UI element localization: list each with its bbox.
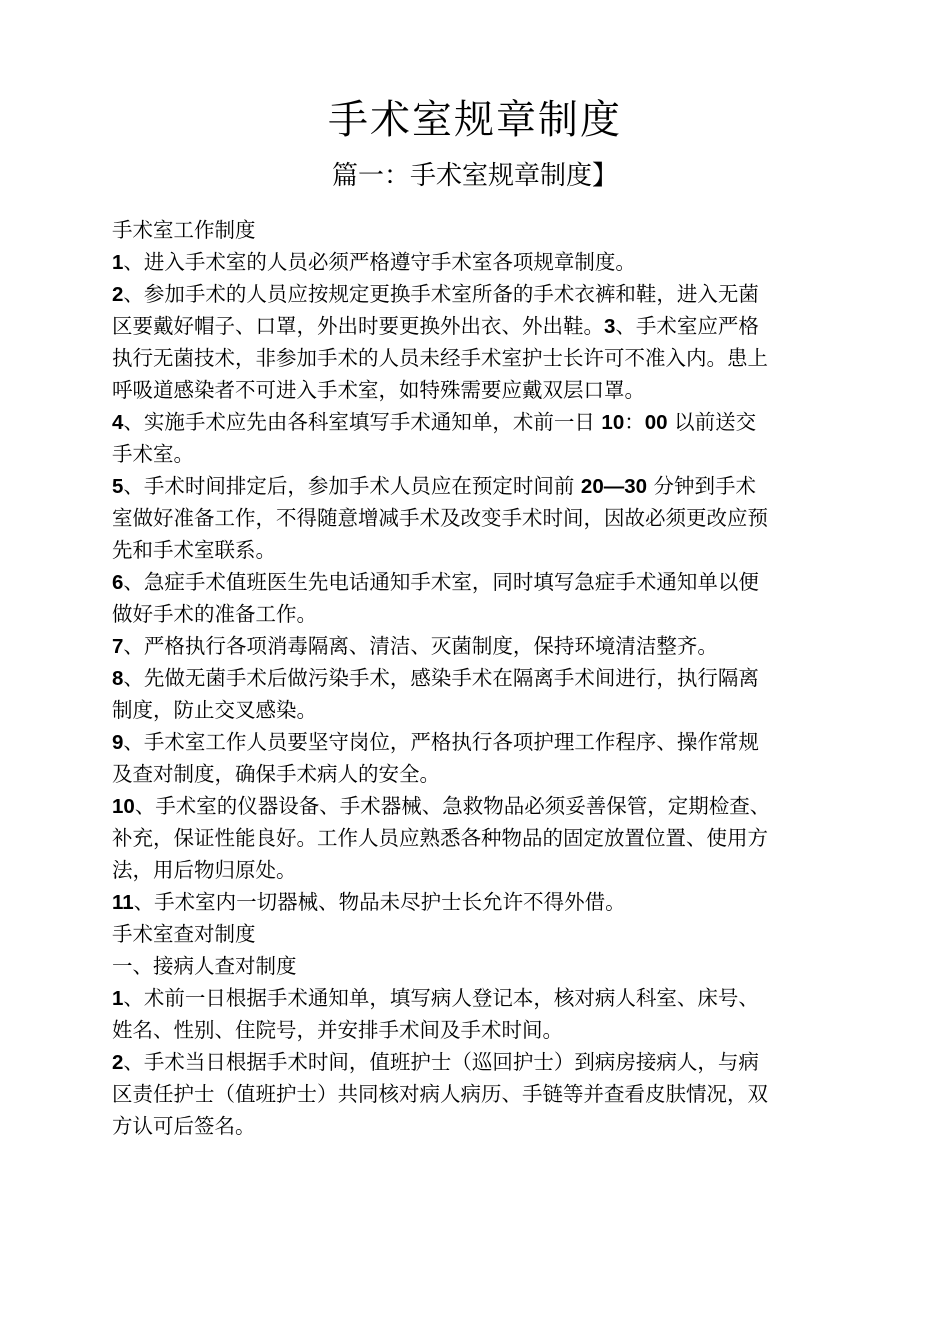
document-title: 手术室规章制度: [328, 97, 622, 143]
body-line: 及查对制度，确保手术病人的安全。: [112, 762, 440, 786]
body-line: 制度，防止交叉感染。: [112, 698, 317, 722]
body-line: 1、术前一日根据手术通知单，填写病人登记本，核对病人科室、床号、: [112, 986, 759, 1010]
body-line: 区责任护士（值班护士）共同核对病人病历、手链等并查看皮肤情况，双: [112, 1082, 768, 1106]
body-line: 手术室。: [112, 442, 194, 466]
body-line: 室做好准备工作，不得随意增减手术及改变手术时间，因故必须更改应预: [112, 506, 768, 530]
body-line: 10、手术室的仪器设备、手术器械、急救物品必须妥善保管，定期检查、: [112, 794, 771, 818]
body-line: 呼吸道感染者不可进入手术室，如特殊需要应戴双层口罩。: [112, 378, 645, 402]
body-line: 7、严格执行各项消毒隔离、清洁、灭菌制度，保持环境清洁整齐。: [112, 634, 718, 658]
body-line: 补充，保证性能良好。工作人员应熟悉各种物品的固定放置位置、使用方: [112, 826, 768, 850]
body-line: 执行无菌技术，非参加手术的人员未经手术室护士长许可不准入内。患上: [112, 346, 768, 370]
body-line: 区要戴好帽子、口罩，外出时要更换外出衣、外出鞋。3、手术室应严格: [112, 314, 759, 338]
body-line: 11、手术室内一切器械、物品未尽护士长允许不得外借。: [112, 890, 626, 914]
body-line: 2、手术当日根据手术时间，值班护士（巡回护士）到病房接病人，与病: [112, 1050, 759, 1074]
body-line: 先和手术室联系。: [112, 538, 276, 562]
body-line: 方认可后签名。: [112, 1114, 256, 1138]
body-line: 5、手术时间排定后，参加手术人员应在预定时间前 20—30 分钟到手术: [112, 474, 757, 498]
document-subtitle: 篇一：手术室规章制度】: [331, 161, 618, 191]
body-line: 4、实施手术应先由各科室填写手术通知单，术前一日 10：00 以前送交: [112, 410, 757, 434]
body-line: 8、先做无菌手术后做污染手术，感染手术在隔离手术间进行，执行隔离: [112, 666, 759, 690]
body-line: 做好手术的准备工作。: [112, 602, 317, 626]
body-line: 2、参加手术的人员应按规定更换手术室所备的手术衣裤和鞋，进入无菌: [112, 282, 759, 306]
body-line: 1、进入手术室的人员必须严格遵守手术室各项规章制度。: [112, 250, 636, 274]
body-line: 手术室查对制度: [112, 922, 256, 946]
body-line: 一、接病人查对制度: [112, 954, 297, 978]
body-line: 6、急症手术值班医生先电话通知手术室，同时填写急症手术通知单以便: [112, 570, 759, 594]
body-line: 法，用后物归原处。: [112, 858, 297, 882]
body-line: 姓名、性别、住院号，并安排手术间及手术时间。: [112, 1018, 563, 1042]
body-line: 9、手术室工作人员要坚守岗位，严格执行各项护理工作程序、操作常规: [112, 730, 759, 754]
body-line: 手术室工作制度: [112, 218, 256, 242]
document-body: [112, 214, 860, 1142]
